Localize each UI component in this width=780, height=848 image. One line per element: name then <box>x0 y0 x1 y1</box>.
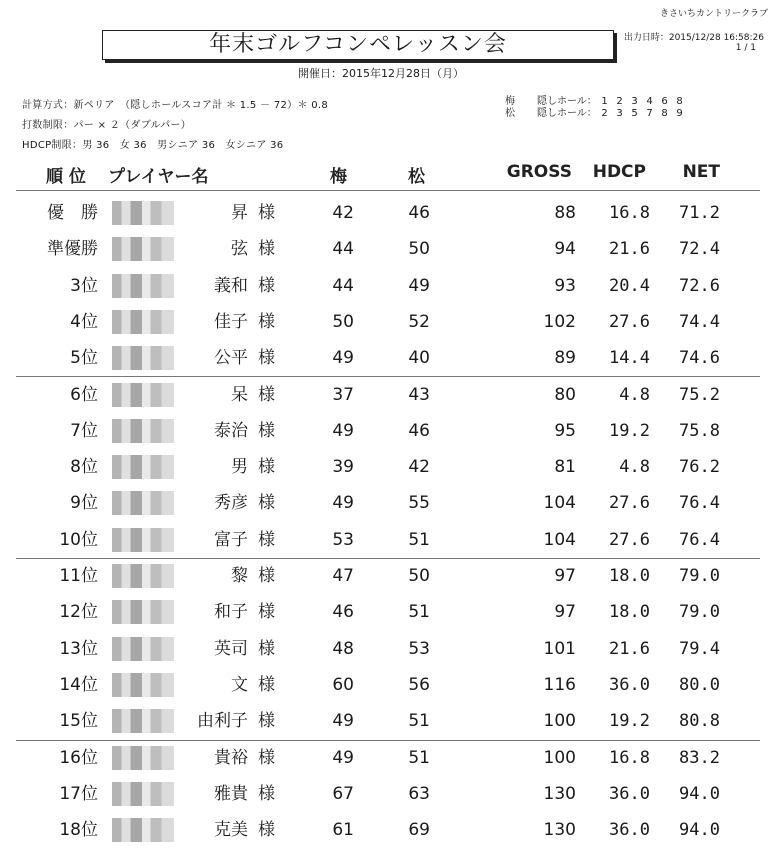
rank: 9位 <box>70 493 98 514</box>
net-score: 72.4 <box>679 239 720 260</box>
matsu-score: 51 <box>408 711 430 732</box>
hole-number: 9 <box>676 108 683 119</box>
player-name: 昇 <box>231 203 248 223</box>
honorific: 様 <box>258 566 275 586</box>
honorific: 様 <box>258 457 275 478</box>
header-player: プレイヤー名 <box>108 167 209 187</box>
rank: 18位 <box>59 820 98 841</box>
gross-score: 116 <box>543 674 576 695</box>
ume-score: 37 <box>332 384 354 405</box>
ume-score: 61 <box>332 820 354 841</box>
ume-score: 60 <box>332 674 354 695</box>
matsu-score: 63 <box>408 783 430 804</box>
gross-score: 97 <box>554 566 576 586</box>
gross-score: 89 <box>554 348 576 369</box>
honorific: 様 <box>258 747 275 768</box>
player-name: 富子 <box>214 529 248 550</box>
matsu-score: 51 <box>408 529 430 550</box>
player-name: 貴裕 <box>214 747 248 768</box>
hdcp-value: 19.2 <box>609 420 650 441</box>
gross-score: 130 <box>543 783 576 804</box>
matsu-score: 43 <box>408 384 430 405</box>
course-name: 松 <box>505 108 515 119</box>
ume-score: 39 <box>332 457 354 478</box>
hdcp-value: 27.6 <box>609 529 650 550</box>
matsu-score: 42 <box>408 457 430 478</box>
header-ume: 梅 <box>330 167 347 187</box>
table-row <box>0 304 780 340</box>
net-score: 94.0 <box>679 783 720 804</box>
ume-score: 42 <box>332 203 354 223</box>
player-name: 黎 <box>231 566 248 586</box>
net-score: 75.2 <box>679 384 720 405</box>
club-name: きさいちカントリークラブ <box>659 9 768 19</box>
gross-score: 130 <box>543 820 576 841</box>
gross-score: 94 <box>554 239 576 260</box>
rank: 6位 <box>70 384 98 405</box>
gross-score: 100 <box>543 747 576 768</box>
matsu-score: 55 <box>408 493 430 514</box>
net-score: 72.6 <box>679 275 720 296</box>
gross-score: 80 <box>554 384 576 405</box>
hidden-holes-label: 隠しホール： <box>537 96 597 107</box>
net-score: 94.0 <box>679 820 720 841</box>
net-score: 76.2 <box>679 457 720 478</box>
player-name: 泰治 <box>214 420 248 441</box>
hole-number: 7 <box>646 108 653 119</box>
rank: 17位 <box>59 783 98 804</box>
rank: 準優勝 <box>47 239 98 260</box>
hdcp-value: 14.4 <box>609 348 650 369</box>
page-title: 年末ゴルフコンペレッスン会 <box>102 30 614 60</box>
ume-score: 53 <box>332 529 354 550</box>
ume-score: 49 <box>332 747 354 768</box>
table-row <box>0 703 780 739</box>
net-score: 79.0 <box>679 566 720 586</box>
honorific: 様 <box>258 275 275 296</box>
table-row <box>0 377 780 413</box>
hole-number: 8 <box>676 96 683 107</box>
honorific: 様 <box>258 783 275 804</box>
header-matsu: 松 <box>408 167 425 187</box>
honorific: 様 <box>258 384 275 405</box>
table-row <box>0 340 780 376</box>
gross-score: 104 <box>543 529 576 550</box>
stroke-limit: 打数制限：パー × ２（ダブルパー） <box>22 120 192 131</box>
matsu-score: 49 <box>408 275 430 296</box>
matsu-score: 53 <box>408 638 430 659</box>
honorific: 様 <box>258 638 275 659</box>
ume-score: 44 <box>332 275 354 296</box>
header-net: NET <box>682 162 720 182</box>
ume-score: 47 <box>332 566 354 586</box>
honorific: 様 <box>258 348 275 369</box>
header-rank: 順 位 <box>46 167 86 187</box>
hdcp-value: 36.0 <box>609 783 650 804</box>
hdcp-value: 16.8 <box>609 203 650 223</box>
hdcp-value: 27.6 <box>609 311 650 332</box>
hdcp-value: 20.4 <box>609 275 650 296</box>
ume-score: 49 <box>332 493 354 514</box>
net-score: 83.2 <box>679 747 720 768</box>
page-number: 1 / 1 <box>735 43 756 53</box>
hdcp-value: 18.0 <box>609 566 650 586</box>
hdcp-value: 16.8 <box>609 747 650 768</box>
table-row <box>0 594 780 630</box>
hole-number: 5 <box>631 108 638 119</box>
calc-method: 計算方式：新ペリア （隠しホールスコア計 ＊ 1.5 － 72）＊ 0.8 <box>22 100 329 111</box>
net-score: 71.2 <box>679 203 720 223</box>
table-row <box>0 812 780 848</box>
matsu-score: 56 <box>408 674 430 695</box>
honorific: 様 <box>258 674 275 695</box>
rank: 10位 <box>59 529 98 550</box>
hole-number: 1 <box>601 96 608 107</box>
player-name: 文 <box>231 674 248 695</box>
net-score: 79.4 <box>679 638 720 659</box>
honorific: 様 <box>258 711 275 732</box>
hole-number: 3 <box>616 108 623 119</box>
honorific: 様 <box>258 493 275 514</box>
matsu-score: 51 <box>408 602 430 623</box>
honorific: 様 <box>258 311 275 332</box>
hdcp-value: 19.2 <box>609 711 650 732</box>
hdcp-value: 4.8 <box>619 457 650 478</box>
table-row <box>0 449 780 485</box>
net-score: 76.4 <box>679 493 720 514</box>
ume-score: 46 <box>332 602 354 623</box>
honorific: 様 <box>258 529 275 550</box>
ume-score: 49 <box>332 711 354 732</box>
net-score: 76.4 <box>679 529 720 550</box>
net-score: 74.6 <box>679 348 720 369</box>
event-date: 開催日：2015年12月28日（月） <box>298 67 464 80</box>
player-name: 英司 <box>214 638 248 659</box>
matsu-score: 69 <box>408 820 430 841</box>
hdcp-value: 36.0 <box>609 820 650 841</box>
hole-number: 2 <box>616 96 623 107</box>
rank: 7位 <box>70 420 98 441</box>
header-hdcp: HDCP <box>592 162 646 182</box>
gross-score: 81 <box>554 457 576 478</box>
hole-number: 8 <box>661 108 668 119</box>
honorific: 様 <box>258 820 275 841</box>
hdcp-value: 27.6 <box>609 493 650 514</box>
matsu-score: 46 <box>408 203 430 223</box>
gross-score: 104 <box>543 493 576 514</box>
hdcp-value: 4.8 <box>619 384 650 405</box>
net-score: 79.0 <box>679 602 720 623</box>
matsu-score: 52 <box>408 311 430 332</box>
player-name: 由利子 <box>197 711 248 732</box>
net-score: 80.8 <box>679 711 720 732</box>
ume-score: 67 <box>332 783 354 804</box>
matsu-score: 50 <box>408 566 430 586</box>
player-name: 和子 <box>214 602 248 623</box>
hdcp-value: 21.6 <box>609 239 650 260</box>
hdcp-limit: HDCP制限：男 36 女 36 男シニア 36 女シニア 36 <box>22 140 284 151</box>
rank: 13位 <box>59 638 98 659</box>
rank: 11位 <box>59 566 98 586</box>
header-gross: GROSS <box>506 162 572 182</box>
table-row <box>0 485 780 521</box>
player-name: 公平 <box>214 348 248 369</box>
table-row <box>0 522 780 558</box>
hidden-holes-label: 隠しホール： <box>537 108 597 119</box>
player-name: 呆 <box>231 384 248 405</box>
player-name: 克美 <box>214 820 248 841</box>
header-divider <box>16 190 760 191</box>
matsu-score: 51 <box>408 747 430 768</box>
player-name: 雅貴 <box>214 783 248 804</box>
matsu-score: 50 <box>408 239 430 260</box>
table-row <box>0 268 780 304</box>
gross-score: 97 <box>554 602 576 623</box>
table-row <box>0 631 780 667</box>
hole-number: 3 <box>631 96 638 107</box>
rank: 12位 <box>59 602 98 623</box>
net-score: 75.8 <box>679 420 720 441</box>
hdcp-value: 21.6 <box>609 638 650 659</box>
ume-score: 49 <box>332 420 354 441</box>
net-score: 80.0 <box>679 674 720 695</box>
hdcp-value: 18.0 <box>609 602 650 623</box>
honorific: 様 <box>258 239 275 260</box>
hole-number: 2 <box>601 108 608 119</box>
hole-number: 6 <box>661 96 668 107</box>
table-row <box>0 558 780 594</box>
table-row <box>0 231 780 267</box>
matsu-score: 40 <box>408 348 430 369</box>
player-name: 佳子 <box>214 311 248 332</box>
player-name: 男 <box>231 457 248 478</box>
table-row <box>0 776 780 812</box>
course-name: 梅 <box>505 96 515 107</box>
net-score: 74.4 <box>679 311 720 332</box>
player-name: 秀彦 <box>214 493 248 514</box>
player-name: 弦 <box>231 239 248 260</box>
gross-score: 93 <box>554 275 576 296</box>
output-timestamp: 出力日時：2015/12/28 16:58:26 <box>623 33 764 43</box>
gross-score: 102 <box>543 311 576 332</box>
honorific: 様 <box>258 420 275 441</box>
gross-score: 101 <box>543 638 576 659</box>
rank: 優 勝 <box>47 203 98 223</box>
rank: 15位 <box>59 711 98 732</box>
gross-score: 88 <box>554 203 576 223</box>
gross-score: 95 <box>554 420 576 441</box>
table-row <box>0 413 780 449</box>
ume-score: 50 <box>332 311 354 332</box>
table-row <box>0 195 780 231</box>
matsu-score: 46 <box>408 420 430 441</box>
ume-score: 44 <box>332 239 354 260</box>
rank: 16位 <box>59 747 98 768</box>
hole-number: 4 <box>646 96 653 107</box>
hdcp-value: 36.0 <box>609 674 650 695</box>
table-row <box>0 740 780 776</box>
honorific: 様 <box>258 203 275 223</box>
hidden-holes-line <box>505 104 687 119</box>
ume-score: 49 <box>332 348 354 369</box>
gross-score: 100 <box>543 711 576 732</box>
rank: 5位 <box>70 348 98 369</box>
rank: 14位 <box>59 674 98 695</box>
honorific: 様 <box>258 602 275 623</box>
rank: 4位 <box>70 311 98 332</box>
ume-score: 48 <box>332 638 354 659</box>
rank: 8位 <box>70 457 98 478</box>
table-row <box>0 667 780 703</box>
rank: 3位 <box>70 275 98 296</box>
player-name: 義和 <box>214 275 248 296</box>
